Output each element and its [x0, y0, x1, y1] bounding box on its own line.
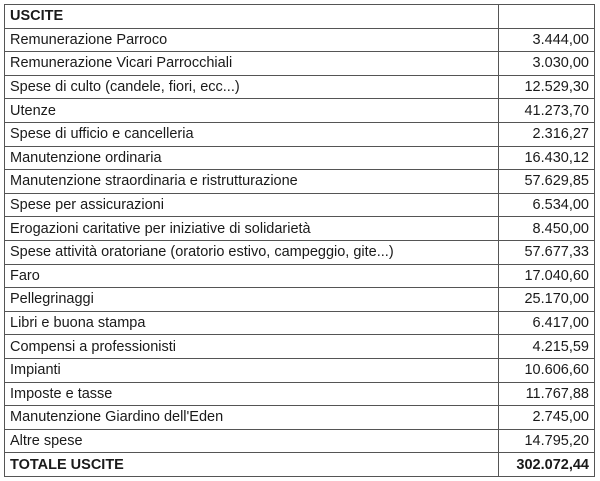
row-label: Remunerazione Vicari Parrocchiali [5, 52, 499, 76]
row-label: Altre spese [5, 429, 499, 453]
table-row [5, 122, 595, 146]
table-row [5, 358, 595, 382]
row-label: Remunerazione Parroco [5, 28, 499, 52]
row-amount: 25.170,00 [499, 288, 595, 312]
table-row [5, 429, 595, 453]
table-row [5, 311, 595, 335]
table-row [5, 217, 595, 241]
table-row [5, 288, 595, 312]
table-row [5, 406, 595, 430]
row-label: Pellegrinaggi [5, 288, 499, 312]
row-label: Manutenzione ordinaria [5, 146, 499, 170]
row-amount: 12.529,30 [499, 75, 595, 99]
row-amount: 57.629,85 [499, 170, 595, 194]
row-amount: 14.795,20 [499, 429, 595, 453]
expenses-table-body [5, 5, 595, 477]
table-row [5, 335, 595, 359]
row-label: Manutenzione Giardino dell'Eden [5, 406, 499, 430]
row-label: Utenze [5, 99, 499, 123]
table-row [5, 99, 595, 123]
row-label: Spese per assicurazioni [5, 193, 499, 217]
row-label: Manutenzione straordinaria e ristrutturazione [5, 170, 499, 194]
row-label: Spese attività oratoriane (oratorio estivo, campeggio, gite...) [5, 240, 499, 264]
row-amount: 11.767,88 [499, 382, 595, 406]
total-label: TOTALE USCITE [5, 453, 499, 477]
row-amount: 16.430,12 [499, 146, 595, 170]
row-amount: 17.040,60 [499, 264, 595, 288]
table-row [5, 240, 595, 264]
table-row [5, 75, 595, 99]
row-amount: 2.316,27 [499, 122, 595, 146]
row-amount: 57.677,33 [499, 240, 595, 264]
row-amount: 41.273,70 [499, 99, 595, 123]
row-label: Spese di culto (candele, fiori, ecc...) [5, 75, 499, 99]
row-label: Impianti [5, 358, 499, 382]
table-row [5, 264, 595, 288]
table-row [5, 146, 595, 170]
row-label: Erogazioni caritative per iniziative di solidarietà [5, 217, 499, 241]
table-row [5, 382, 595, 406]
row-label: Compensi a professionisti [5, 335, 499, 359]
total-row [5, 453, 595, 477]
table-row [5, 170, 595, 194]
expenses-table [4, 4, 595, 477]
table-row [5, 52, 595, 76]
row-amount: 4.215,59 [499, 335, 595, 359]
row-label: Libri e buona stampa [5, 311, 499, 335]
row-amount: 3.444,00 [499, 28, 595, 52]
header-title: USCITE [5, 5, 499, 29]
row-label: Imposte e tasse [5, 382, 499, 406]
total-amount: 302.072,44 [499, 453, 595, 477]
table-row [5, 193, 595, 217]
row-amount: 3.030,00 [499, 52, 595, 76]
table-row [5, 28, 595, 52]
row-label: Faro [5, 264, 499, 288]
row-amount: 6.417,00 [499, 311, 595, 335]
table-header-row [5, 5, 595, 29]
header-value [499, 5, 595, 29]
row-amount: 6.534,00 [499, 193, 595, 217]
row-label: Spese di ufficio e cancelleria [5, 122, 499, 146]
row-amount: 2.745,00 [499, 406, 595, 430]
row-amount: 10.606,60 [499, 358, 595, 382]
row-amount: 8.450,00 [499, 217, 595, 241]
